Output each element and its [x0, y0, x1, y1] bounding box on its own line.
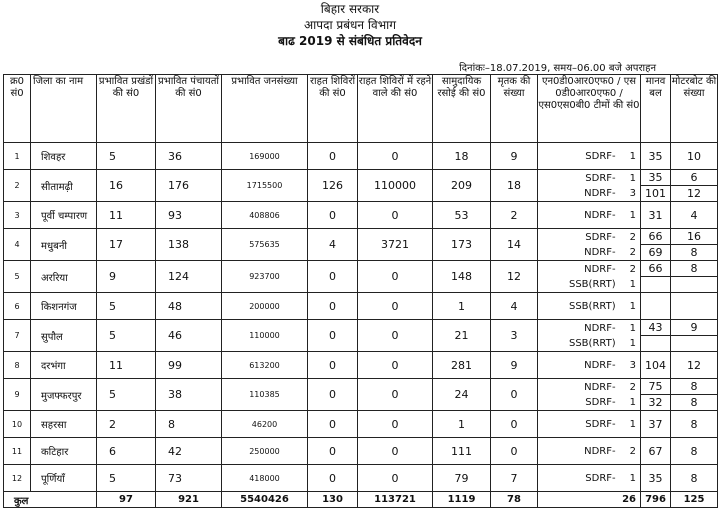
cell-manpower — [641, 411, 671, 438]
col-panchayats: प्रभावित पंचायतों की सं0 — [156, 75, 222, 143]
team-line — [538, 358, 636, 373]
cell-panchayats: 46 — [156, 320, 222, 352]
cell-boats — [671, 465, 718, 492]
cell-serial: 9 — [4, 379, 31, 411]
cell-boats — [671, 293, 718, 320]
cell-boats — [671, 143, 718, 170]
cell-population: 418000 — [222, 465, 308, 492]
cell-serial: 1 — [4, 143, 31, 170]
cell-boats-value: 6 — [690, 171, 698, 184]
cell-teams — [538, 379, 641, 411]
cell-panchayats: 176 — [156, 170, 222, 202]
cell-district: किशनगंज — [31, 293, 97, 320]
col-boats: मोटरबोट की संख्या — [671, 75, 718, 143]
table-row — [4, 320, 718, 352]
cell-district: शिवहर — [31, 143, 97, 170]
cell-manpower — [641, 261, 671, 293]
cell-serial: 5 — [4, 261, 31, 293]
cell-panchayats: 8 — [156, 411, 222, 438]
table-row — [4, 170, 718, 202]
cell-camps: 126 — [308, 170, 358, 202]
cell-boats-value: 8 — [690, 444, 698, 458]
col-camps: राहत शिविरों की सं0 — [308, 75, 358, 143]
team-count: 3 — [629, 359, 636, 371]
table-row — [4, 293, 718, 320]
cell-boats-value: 4 — [690, 208, 698, 222]
cell-manpower-value: 66 — [648, 262, 663, 275]
cell-boats-value — [671, 335, 717, 351]
table-row — [4, 352, 718, 379]
cell-deaths: 0 — [491, 438, 538, 465]
cell-kitchens: 1 — [433, 411, 491, 438]
total-teams: 26 — [538, 492, 641, 508]
cell-boats-value: 8 — [671, 244, 717, 260]
cell-boats — [671, 170, 718, 202]
cell-camp-people: 0 — [358, 352, 433, 379]
cell-manpower-value: 35 — [648, 171, 663, 184]
cell-panchayats: 124 — [156, 261, 222, 293]
cell-panchayats: 93 — [156, 202, 222, 229]
team-type: SDRF- — [585, 172, 616, 184]
cell-manpower — [641, 379, 671, 411]
cell-kitchens: 111 — [433, 438, 491, 465]
cell-teams — [538, 438, 641, 465]
cell-manpower — [641, 438, 671, 465]
cell-deaths: 12 — [491, 261, 538, 293]
table-row — [4, 379, 718, 411]
cell-district: पूर्णियाँ — [31, 465, 97, 492]
table-row — [4, 261, 718, 293]
team-type: SSB(RRT) — [568, 278, 616, 290]
team-count: 1 — [629, 322, 636, 334]
table-row — [4, 438, 718, 465]
team-line — [538, 186, 636, 201]
cell-deaths: 7 — [491, 465, 538, 492]
cell-teams — [538, 229, 641, 261]
cell-camp-people: 0 — [358, 261, 433, 293]
col-kitchens: सामुदायिक रसोई की सं0 — [433, 75, 491, 143]
cell-blocks: 17 — [97, 229, 156, 261]
team-type: SDRF- — [585, 150, 616, 162]
cell-serial: 12 — [4, 465, 31, 492]
col-manpower: मानव बल — [641, 75, 671, 143]
total-manpower: 796 — [641, 492, 671, 508]
cell-kitchens: 24 — [433, 379, 491, 411]
team-line — [538, 262, 636, 277]
team-type: NDRF- — [584, 322, 616, 334]
cell-district: सुपौल — [31, 320, 97, 352]
team-line — [538, 380, 636, 395]
cell-population: 408806 — [222, 202, 308, 229]
cell-manpower-value: 35 — [648, 471, 663, 485]
cell-blocks: 5 — [97, 379, 156, 411]
col-serial: क्र0 सं0 — [4, 75, 31, 143]
cell-camps: 0 — [308, 438, 358, 465]
cell-panchayats: 73 — [156, 465, 222, 492]
department-title: आपदा प्रबंधन विभाग — [304, 18, 396, 32]
cell-panchayats: 138 — [156, 229, 222, 261]
cell-camp-people: 0 — [358, 202, 433, 229]
cell-boats-value: 12 — [687, 358, 701, 372]
cell-manpower-value: 35 — [648, 149, 663, 163]
cell-manpower — [641, 320, 671, 352]
cell-camps: 0 — [308, 293, 358, 320]
cell-boats-value: 8 — [690, 417, 698, 431]
cell-district: सहरसा — [31, 411, 97, 438]
cell-population: 110000 — [222, 320, 308, 352]
team-type: SDRF- — [585, 418, 616, 430]
team-line — [538, 336, 636, 351]
cell-manpower-value: 31 — [648, 208, 663, 222]
cell-camp-people: 0 — [358, 379, 433, 411]
team-count: 1 — [629, 300, 636, 312]
team-type: SSB(RRT) — [568, 337, 616, 349]
cell-kitchens: 18 — [433, 143, 491, 170]
team-count: 2 — [629, 263, 636, 275]
cell-panchayats: 48 — [156, 293, 222, 320]
cell-blocks: 11 — [97, 202, 156, 229]
total-population: 5540426 — [222, 492, 308, 508]
cell-blocks: 9 — [97, 261, 156, 293]
cell-boats-value: 12 — [671, 185, 717, 201]
cell-blocks: 5 — [97, 320, 156, 352]
cell-camps: 0 — [308, 261, 358, 293]
cell-population: 200000 — [222, 293, 308, 320]
total-label: कुल — [4, 492, 97, 508]
cell-manpower-value — [641, 335, 670, 351]
cell-manpower — [641, 293, 671, 320]
cell-camp-people: 0 — [358, 320, 433, 352]
col-blocks: प्रभावित प्रखंडों की सं0 — [97, 75, 156, 143]
team-type: SSB(RRT) — [568, 300, 616, 312]
total-panchayats: 921 — [156, 492, 222, 508]
cell-teams — [538, 170, 641, 202]
total-deaths: 78 — [491, 492, 538, 508]
cell-boats-value — [671, 276, 717, 292]
cell-manpower-value: 104 — [645, 358, 666, 372]
cell-manpower-value: 67 — [648, 444, 663, 458]
cell-district: दरभंगा — [31, 352, 97, 379]
cell-camps: 4 — [308, 229, 358, 261]
table-row — [4, 229, 718, 261]
cell-kitchens: 148 — [433, 261, 491, 293]
team-count: 1 — [629, 172, 636, 184]
col-deaths: मृतक की संख्या — [491, 75, 538, 143]
team-count: 2 — [629, 246, 636, 258]
team-type: NDRF- — [584, 187, 616, 199]
cell-manpower — [641, 143, 671, 170]
cell-district: सीतामढ़ी — [31, 170, 97, 202]
team-line — [538, 417, 636, 432]
cell-manpower — [641, 465, 671, 492]
cell-manpower-value: 32 — [641, 394, 670, 410]
cell-camps: 0 — [308, 202, 358, 229]
col-district: जिला का नाम — [31, 75, 97, 143]
cell-camps: 0 — [308, 320, 358, 352]
cell-panchayats: 42 — [156, 438, 222, 465]
cell-manpower-value: 75 — [648, 380, 663, 393]
team-count: 1 — [629, 418, 636, 430]
total-boats: 125 — [671, 492, 718, 508]
team-line — [538, 208, 636, 223]
cell-manpower — [641, 170, 671, 202]
team-type: NDRF- — [584, 445, 616, 457]
team-count: 2 — [629, 381, 636, 393]
cell-kitchens: 21 — [433, 320, 491, 352]
team-count: 3 — [629, 187, 636, 199]
cell-boats — [671, 320, 718, 352]
cell-camp-people: 0 — [358, 143, 433, 170]
cell-blocks: 2 — [97, 411, 156, 438]
cell-manpower-value — [641, 299, 670, 314]
table-header-row — [4, 75, 718, 143]
cell-population: 110385 — [222, 379, 308, 411]
cell-teams — [538, 352, 641, 379]
cell-deaths: 14 — [491, 229, 538, 261]
cell-serial: 2 — [4, 170, 31, 202]
cell-population: 1715500 — [222, 170, 308, 202]
cell-panchayats: 36 — [156, 143, 222, 170]
col-teams: एन0डी0आर0एफ0 / एस 0डी0आर0एफ0 / एस0एस0बी0 टीमों की सं0 — [538, 75, 641, 143]
team-type: SDRF- — [585, 231, 616, 243]
cell-teams — [538, 293, 641, 320]
team-line — [538, 277, 636, 292]
team-line — [538, 321, 636, 336]
team-line — [538, 149, 636, 164]
cell-population: 250000 — [222, 438, 308, 465]
cell-serial: 10 — [4, 411, 31, 438]
cell-deaths: 9 — [491, 143, 538, 170]
team-count: 1 — [629, 396, 636, 408]
flood-report-table — [3, 74, 718, 508]
report-date: दिनांकः–18.07.2019, समय–06.00 बजे अपराहन — [459, 63, 656, 74]
cell-blocks: 11 — [97, 352, 156, 379]
table-row — [4, 202, 718, 229]
cell-panchayats: 99 — [156, 352, 222, 379]
cell-manpower-value: 66 — [648, 230, 663, 243]
cell-manpower — [641, 202, 671, 229]
cell-blocks: 16 — [97, 170, 156, 202]
cell-blocks: 5 — [97, 143, 156, 170]
cell-kitchens: 53 — [433, 202, 491, 229]
total-camps: 130 — [308, 492, 358, 508]
team-count: 1 — [629, 150, 636, 162]
team-type: NDRF- — [584, 359, 616, 371]
cell-boats-value: 16 — [687, 230, 701, 243]
cell-boats-value: 8 — [690, 380, 698, 393]
cell-deaths: 2 — [491, 202, 538, 229]
cell-serial: 4 — [4, 229, 31, 261]
cell-manpower — [641, 229, 671, 261]
team-line — [538, 171, 636, 186]
cell-manpower-value — [641, 276, 670, 292]
cell-boats-value: 8 — [690, 262, 698, 275]
cell-population: 46200 — [222, 411, 308, 438]
table-row — [4, 465, 718, 492]
cell-serial: 8 — [4, 352, 31, 379]
cell-manpower — [641, 352, 671, 379]
cell-kitchens: 79 — [433, 465, 491, 492]
total-row — [4, 492, 718, 508]
cell-deaths: 3 — [491, 320, 538, 352]
cell-camps: 0 — [308, 379, 358, 411]
cell-population: 923700 — [222, 261, 308, 293]
cell-district: मुजफ्फरपुर — [31, 379, 97, 411]
team-count: 2 — [629, 445, 636, 457]
govt-title: बिहार सरकार — [320, 2, 380, 16]
cell-teams — [538, 465, 641, 492]
cell-deaths: 0 — [491, 379, 538, 411]
team-type: NDRF- — [584, 246, 616, 258]
report-title: बाढ 2019 से संबंधित प्रतिवेदन — [278, 34, 422, 48]
team-count: 1 — [629, 337, 636, 349]
cell-district: मधुबनी — [31, 229, 97, 261]
team-line — [538, 471, 636, 486]
cell-camp-people: 0 — [358, 438, 433, 465]
cell-manpower-value: 43 — [648, 321, 663, 334]
cell-serial: 11 — [4, 438, 31, 465]
team-count: 1 — [629, 278, 636, 290]
total-blocks: 97 — [97, 492, 156, 508]
cell-population: 575635 — [222, 229, 308, 261]
total-kitchens: 1119 — [433, 492, 491, 508]
cell-kitchens: 1 — [433, 293, 491, 320]
cell-camps: 0 — [308, 352, 358, 379]
cell-camp-people: 3721 — [358, 229, 433, 261]
cell-kitchens: 173 — [433, 229, 491, 261]
cell-kitchens: 281 — [433, 352, 491, 379]
team-count: 1 — [629, 209, 636, 221]
cell-deaths: 18 — [491, 170, 538, 202]
cell-deaths: 9 — [491, 352, 538, 379]
table-row — [4, 411, 718, 438]
team-count: 2 — [629, 231, 636, 243]
cell-teams — [538, 411, 641, 438]
cell-camp-people: 0 — [358, 465, 433, 492]
cell-population: 613200 — [222, 352, 308, 379]
cell-boats — [671, 438, 718, 465]
cell-manpower-value: 37 — [648, 417, 663, 431]
cell-district: पूर्वी चम्पारण — [31, 202, 97, 229]
team-type: NDRF- — [584, 263, 616, 275]
team-line — [538, 444, 636, 459]
cell-teams — [538, 261, 641, 293]
cell-boats — [671, 411, 718, 438]
cell-manpower-value: 101 — [641, 185, 670, 201]
cell-serial: 6 — [4, 293, 31, 320]
cell-deaths: 4 — [491, 293, 538, 320]
cell-camps: 0 — [308, 143, 358, 170]
cell-blocks: 5 — [97, 293, 156, 320]
cell-boats-value: 8 — [671, 394, 717, 410]
cell-serial: 3 — [4, 202, 31, 229]
cell-boats — [671, 379, 718, 411]
cell-teams — [538, 143, 641, 170]
cell-boats — [671, 261, 718, 293]
cell-kitchens: 209 — [433, 170, 491, 202]
team-type: NDRF- — [584, 209, 616, 221]
col-camp-people: राहत शिविरों में रहने वाले की सं0 — [358, 75, 433, 143]
cell-blocks: 5 — [97, 465, 156, 492]
cell-camps: 0 — [308, 411, 358, 438]
cell-boats-value: 10 — [687, 149, 701, 163]
team-type: SDRF- — [585, 396, 616, 408]
cell-teams — [538, 202, 641, 229]
cell-camp-people: 110000 — [358, 170, 433, 202]
cell-boats — [671, 229, 718, 261]
cell-boats-value: 8 — [690, 471, 698, 485]
team-line — [538, 245, 636, 260]
team-line — [538, 299, 636, 314]
cell-boats — [671, 202, 718, 229]
cell-district: अररिया — [31, 261, 97, 293]
cell-camps: 0 — [308, 465, 358, 492]
cell-camp-people: 0 — [358, 293, 433, 320]
cell-boats — [671, 352, 718, 379]
cell-blocks: 6 — [97, 438, 156, 465]
total-camp-people: 113721 — [358, 492, 433, 508]
cell-boats-value: 9 — [690, 321, 698, 334]
table-row — [4, 143, 718, 170]
team-type: NDRF- — [584, 381, 616, 393]
cell-panchayats: 38 — [156, 379, 222, 411]
cell-serial: 7 — [4, 320, 31, 352]
cell-boats-value — [671, 299, 717, 314]
team-line — [538, 395, 636, 410]
team-type: SDRF- — [585, 472, 616, 484]
cell-district: कटिहार — [31, 438, 97, 465]
team-count: 1 — [629, 472, 636, 484]
cell-camp-people: 0 — [358, 411, 433, 438]
col-population: प्रभावित जनसंख्या — [222, 75, 308, 143]
cell-population: 169000 — [222, 143, 308, 170]
cell-deaths: 0 — [491, 411, 538, 438]
cell-teams — [538, 320, 641, 352]
cell-manpower-value: 69 — [641, 244, 670, 260]
team-line — [538, 230, 636, 245]
